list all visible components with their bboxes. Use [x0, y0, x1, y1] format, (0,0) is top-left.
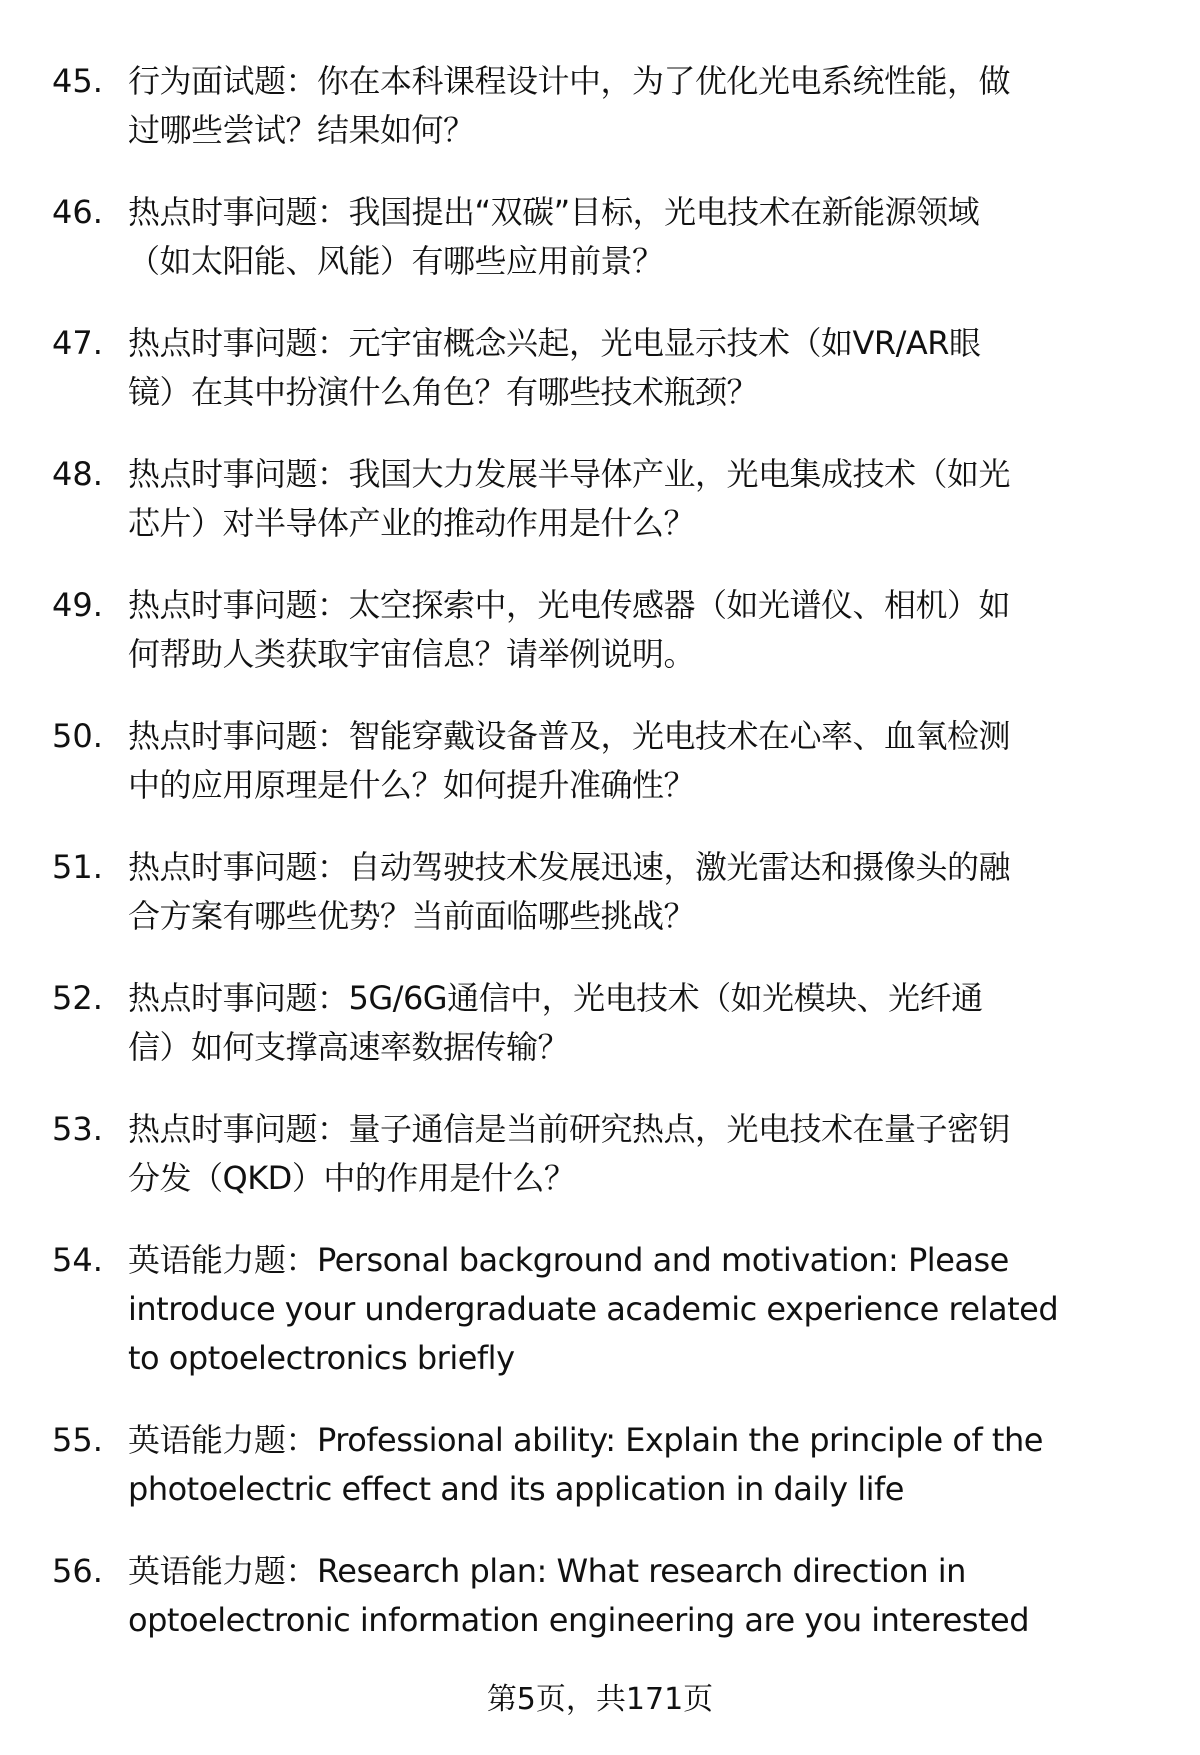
- question-number: 51.: [52, 848, 103, 886]
- question-text-line: optoelectronic information engineering are you interested: [128, 1601, 1030, 1639]
- question-text-line: 热点时事问题：我国提出“双碳”目标，光电技术在新能源领域: [128, 193, 980, 231]
- question-item: [0, 974, 1200, 1072]
- question-text-line: 英语能力题：Professional ability: Explain the principle of the: [128, 1421, 1043, 1459]
- question-list: [0, 57, 1200, 1678]
- question-text-line: 信）如何支撑高速率数据传输？: [128, 1028, 570, 1066]
- question-number: 53.: [52, 1110, 103, 1148]
- question-item: [0, 188, 1200, 286]
- question-text-line: 何帮助人类获取宇宙信息？请举例说明。: [128, 635, 696, 673]
- question-number: 48.: [52, 455, 103, 493]
- question-text-line: 热点时事问题：元宇宙概念兴起，光电显示技术（如VR/AR眼: [128, 324, 981, 362]
- question-text-line: 分发（QKD）中的作用是什么？: [128, 1159, 576, 1197]
- question-number: 50.: [52, 717, 103, 755]
- question-text-line: 合方案有哪些优势？当前面临哪些挑战？: [128, 897, 696, 935]
- question-text-line: 中的应用原理是什么？如何提升准确性？: [128, 766, 696, 804]
- page-number: 第5页，共171页: [486, 1682, 714, 1717]
- question-text-line: 行为面试题：你在本科课程设计中，为了优化光电系统性能，做: [128, 62, 1011, 100]
- question-text-line: 热点时事问题：量子通信是当前研究热点，光电技术在量子密钥: [128, 1110, 1011, 1148]
- question-text-line: 热点时事问题：我国大力发展半导体产业，光电集成技术（如光: [128, 455, 1011, 493]
- question-number: 52.: [52, 979, 103, 1017]
- question-text-line: 英语能力题：Personal background and motivation: Please: [128, 1241, 1009, 1279]
- question-text-line: to optoelectronics briefly: [128, 1339, 515, 1377]
- question-number: 49.: [52, 586, 103, 624]
- question-text-line: 热点时事问题：5G/6G通信中，光电技术（如光模块、光纤通: [128, 979, 983, 1017]
- question-item: [0, 843, 1200, 941]
- question-text-line: 英语能力题：Research plan: What research direction in: [128, 1552, 966, 1590]
- question-item: [0, 1547, 1200, 1645]
- question-item: [0, 581, 1200, 679]
- question-number: 46.: [52, 193, 103, 231]
- question-item: [0, 1236, 1200, 1383]
- question-text-line: photoelectric effect and its application in daily life: [128, 1470, 904, 1508]
- question-number: 55.: [52, 1421, 103, 1459]
- question-number: 56.: [52, 1552, 103, 1590]
- question-text-line: （如太阳能、风能）有哪些应用前景？: [128, 242, 664, 280]
- question-text-line: 热点时事问题：自动驾驶技术发展迅速，激光雷达和摄像头的融: [128, 848, 1011, 886]
- question-item: [0, 319, 1200, 417]
- question-item: [0, 450, 1200, 548]
- question-number: 47.: [52, 324, 103, 362]
- question-number: 45.: [52, 62, 103, 100]
- question-item: [0, 1105, 1200, 1203]
- question-text-line: introduce your undergraduate academic experience related: [128, 1290, 1059, 1328]
- question-item: [0, 57, 1200, 155]
- question-number: 54.: [52, 1241, 103, 1279]
- question-text-line: 镜）在其中扮演什么角色？有哪些技术瓶颈？: [128, 373, 759, 411]
- question-text-line: 热点时事问题：智能穿戴设备普及，光电技术在心率、血氧检测: [128, 717, 1011, 755]
- question-text-line: 热点时事问题：太空探索中，光电传感器（如光谱仪、相机）如: [128, 586, 1011, 624]
- question-item: [0, 712, 1200, 810]
- question-text-line: 芯片）对半导体产业的推动作用是什么？: [128, 504, 696, 542]
- question-item: [0, 1416, 1200, 1514]
- question-text-line: 过哪些尝试？结果如何？: [128, 111, 475, 149]
